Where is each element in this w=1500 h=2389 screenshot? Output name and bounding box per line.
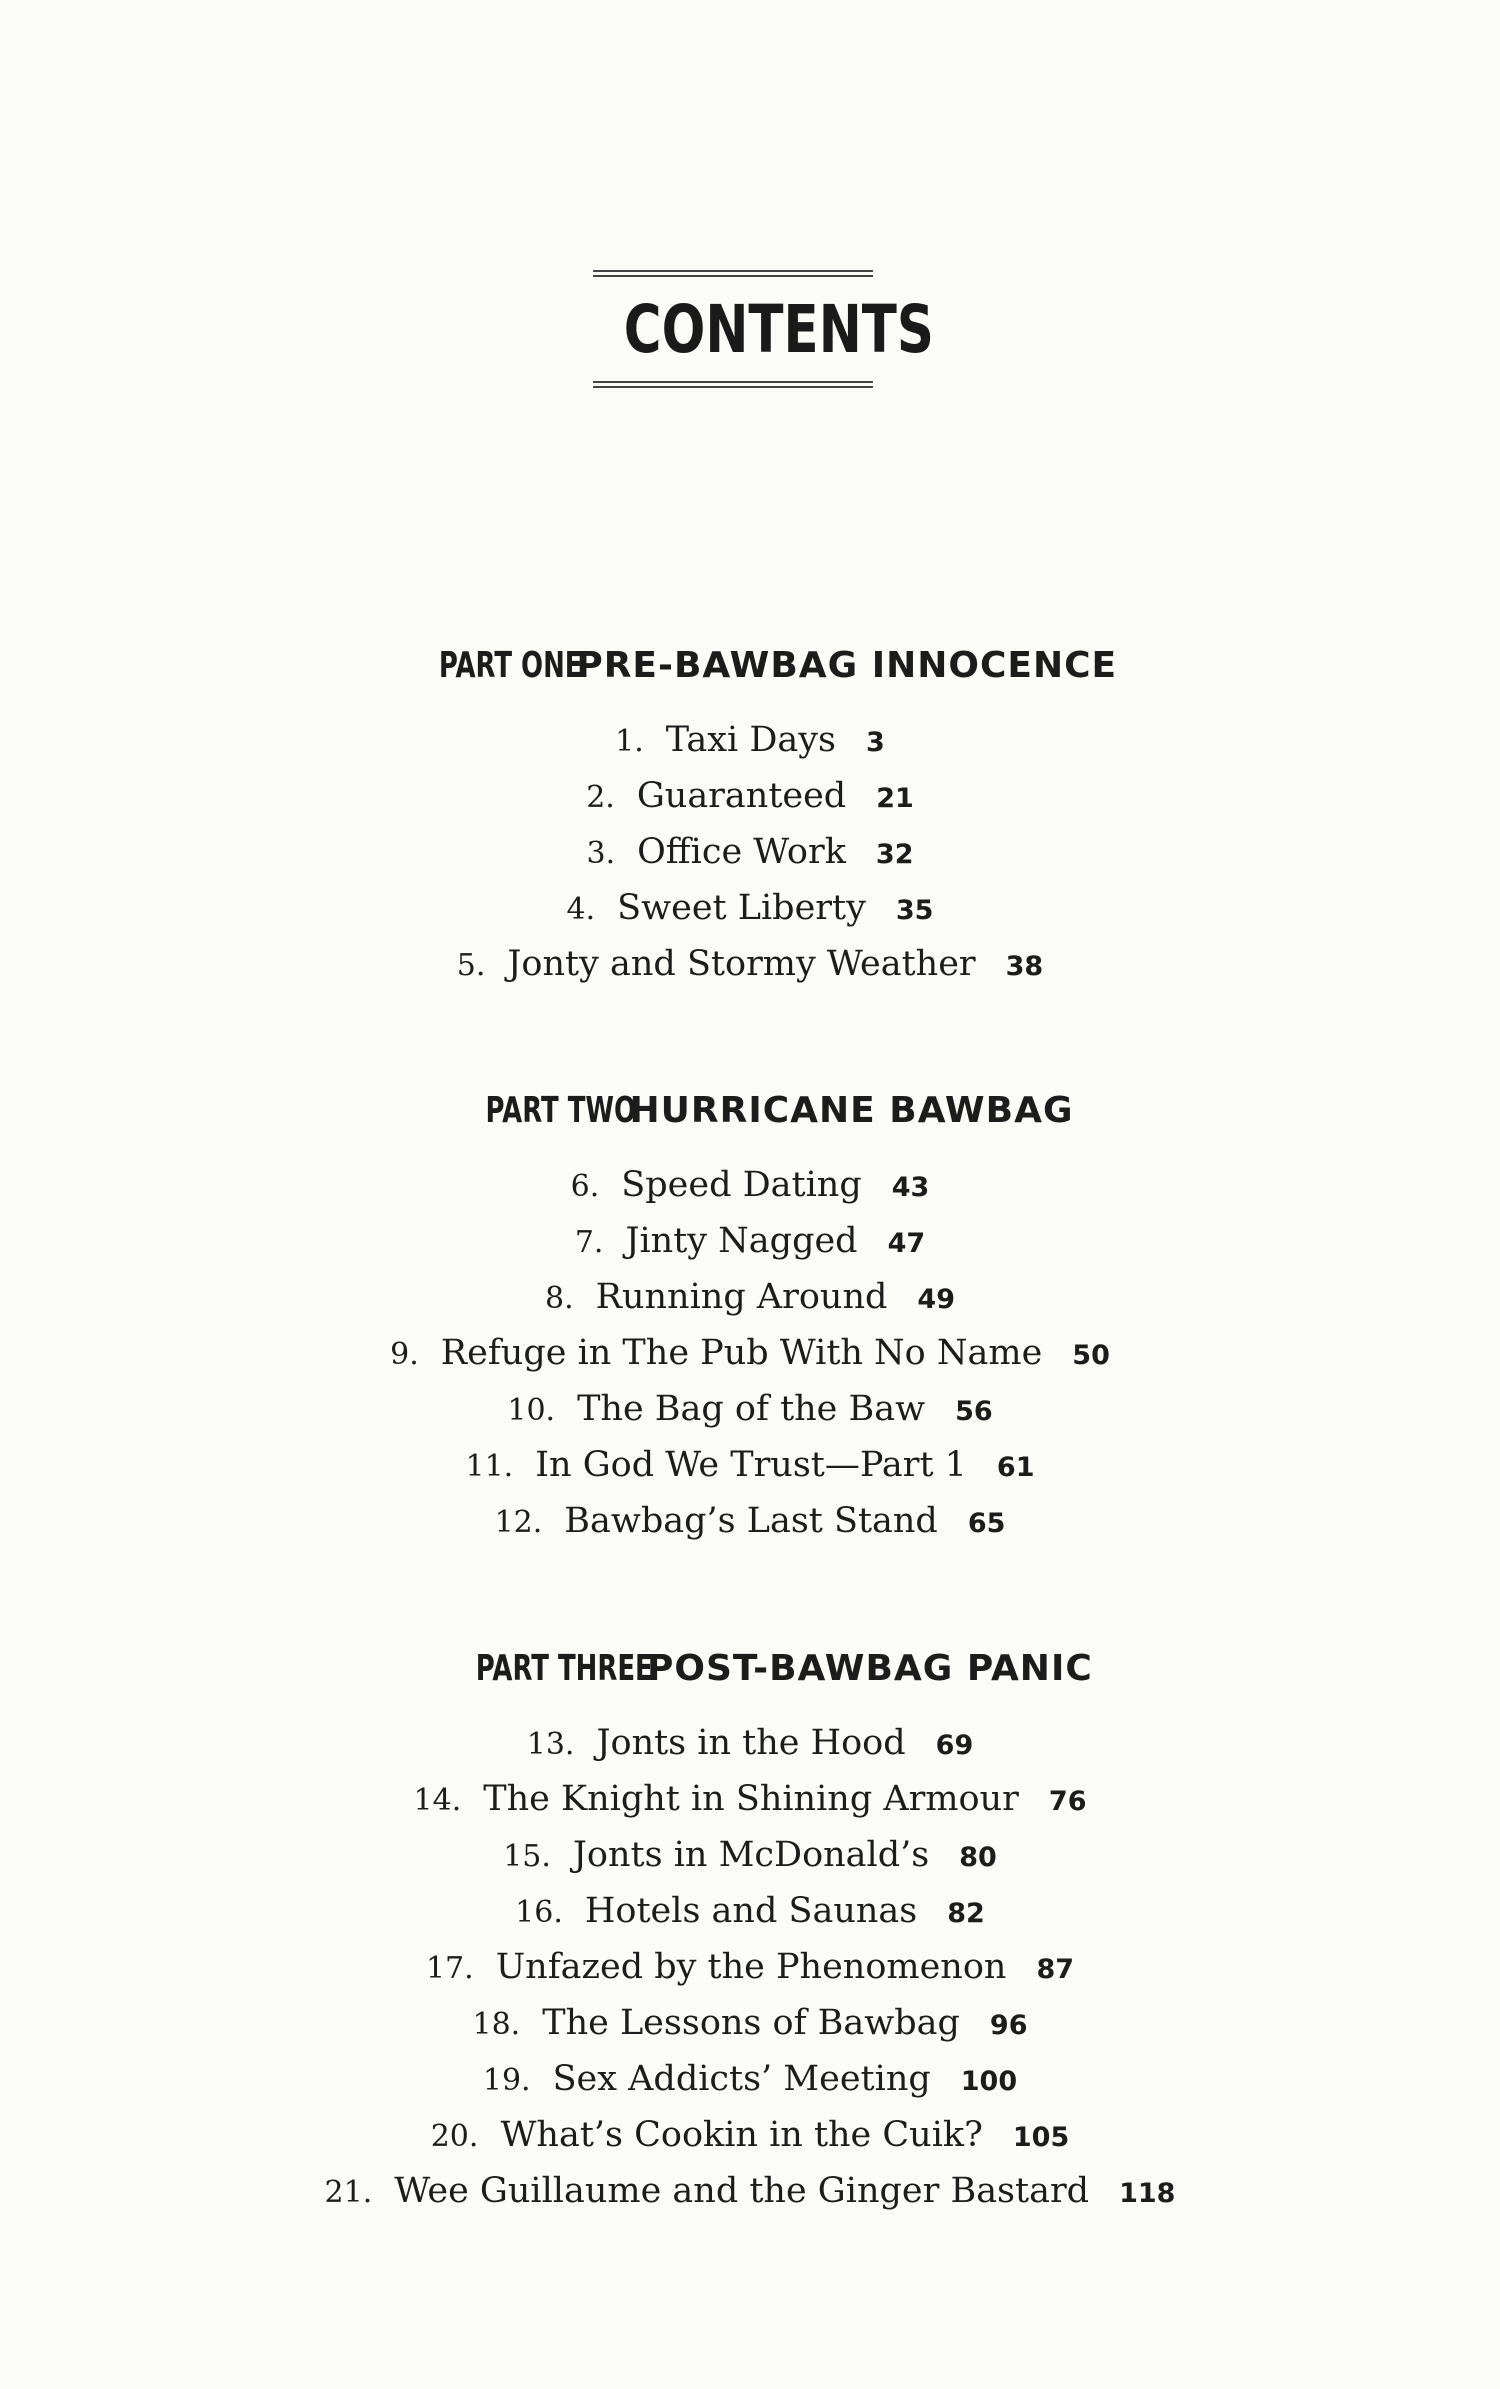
toc-entry <box>0 1269 1500 1325</box>
chapter-number: 10. <box>507 1393 556 1428</box>
chapter-title: Running Around <box>595 1277 888 1317</box>
toc-entry <box>0 2107 1500 2163</box>
toc-entry <box>0 1883 1500 1939</box>
chapter-title: The Lessons of Bawbag <box>542 2003 960 2043</box>
chapter-number: 9. <box>390 1337 419 1372</box>
page-number: 38 <box>1005 951 1044 982</box>
contents-heading-block <box>593 270 934 388</box>
chapter-number: 13. <box>526 1727 575 1762</box>
chapter-number: 21. <box>324 2175 373 2210</box>
toc-entry <box>0 1437 1500 1493</box>
page-number: 43 <box>891 1172 930 1203</box>
page-number: 69 <box>935 1730 974 1761</box>
chapter-title: The Bag of the Baw <box>577 1389 926 1429</box>
page-number: 56 <box>955 1396 993 1427</box>
chapter-title: What’s Cookin in the Cuik? <box>500 2115 983 2155</box>
chapter-number: 17. <box>425 1951 474 1986</box>
toc-entry <box>0 1381 1500 1437</box>
page-number: 32 <box>875 839 914 870</box>
toc-entry <box>0 1771 1500 1827</box>
page-number: 87 <box>1036 1954 1075 1985</box>
chapter-title: Jonts in McDonald’s <box>572 1835 930 1875</box>
toc-entry <box>0 1213 1500 1269</box>
chapter-number: 20. <box>430 2119 479 2154</box>
chapter-title: Refuge in The Pub With No Name <box>440 1333 1043 1373</box>
page-number: 47 <box>887 1228 926 1259</box>
chapter-title: Speed Dating <box>621 1165 862 1205</box>
chapter-number: 19. <box>482 2063 531 2098</box>
chapter-title: In God We Trust—Part 1 <box>535 1445 967 1485</box>
page-number: 82 <box>947 1898 985 1929</box>
part-label: PART ONE <box>438 645 583 686</box>
toc-entry <box>0 1939 1500 1995</box>
toc-entry <box>0 1995 1500 2051</box>
chapter-number: 8. <box>544 1281 574 1316</box>
page-number: 61 <box>996 1452 1035 1483</box>
chapter-number: 12. <box>494 1505 543 1540</box>
part-heading <box>0 1090 1500 1131</box>
chapter-title: The Knight in Shining Armour <box>483 1779 1019 1819</box>
page-number: 76 <box>1048 1786 1087 1817</box>
toc-entry <box>0 936 1500 992</box>
chapter-title: Guaranteed <box>636 776 847 816</box>
chapter-number: 4. <box>566 892 596 927</box>
chapter-number: 1. <box>615 724 644 759</box>
part-title: HURRICANE BAWBAG <box>629 1090 1074 1131</box>
part-title: POST-BAWBAG PANIC <box>646 1648 1093 1689</box>
chapter-number: 16. <box>515 1895 563 1930</box>
chapter-number: 2. <box>586 780 615 815</box>
top-double-rule <box>593 270 873 277</box>
toc-entry <box>0 2051 1500 2107</box>
chapter-title: Unfazed by the Phenomenon <box>495 1947 1007 1987</box>
toc-entry <box>0 712 1500 768</box>
page-number: 35 <box>895 895 934 926</box>
page-title: CONTENTS <box>623 291 934 368</box>
toc-entry <box>0 768 1500 824</box>
page-number: 118 <box>1119 2178 1176 2209</box>
page-number: 105 <box>1012 2122 1070 2153</box>
chapter-title: Taxi Days <box>665 720 837 760</box>
chapter-title: Office Work <box>637 832 846 872</box>
page-number: 96 <box>989 2010 1028 2041</box>
chapter-title: Sex Addicts’ Meeting <box>552 2059 931 2099</box>
chapter-number: 14. <box>413 1783 462 1818</box>
page-number: 80 <box>959 1842 997 1873</box>
chapter-title: Jonty and Stormy Weather <box>507 944 976 984</box>
part-label: PART THREE <box>476 1648 653 1689</box>
part-one-section <box>0 645 1500 992</box>
toc-entry <box>0 1493 1500 1549</box>
toc-entry <box>0 1827 1500 1883</box>
page-number: 100 <box>960 2066 1018 2097</box>
toc-entry <box>0 824 1500 880</box>
part-two-section <box>0 1090 1500 1549</box>
bottom-double-rule <box>593 381 873 388</box>
chapter-title: Jinty Nagged <box>625 1221 858 1261</box>
chapter-number: 11. <box>465 1449 514 1484</box>
page-number: 65 <box>967 1508 1006 1539</box>
chapter-number: 5. <box>456 948 486 983</box>
part-heading <box>0 1648 1500 1689</box>
toc-entry <box>0 2163 1500 2219</box>
page-number: 21 <box>876 783 914 814</box>
chapter-title: Hotels and Saunas <box>584 1891 918 1931</box>
page-number: 3 <box>866 727 885 758</box>
toc-entry <box>0 880 1500 936</box>
page-number: 49 <box>917 1284 955 1315</box>
chapter-title: Sweet Liberty <box>617 888 866 928</box>
toc-entry <box>0 1715 1500 1771</box>
chapter-number: 18. <box>472 2007 521 2042</box>
chapter-number: 7. <box>574 1225 604 1260</box>
part-title: PRE-BAWBAG INNOCENCE <box>576 645 1118 686</box>
toc-entry <box>0 1325 1500 1381</box>
part-three-section <box>0 1648 1500 2219</box>
chapter-number: 6. <box>570 1169 600 1204</box>
chapter-number: 15. <box>503 1839 551 1874</box>
page-number: 50 <box>1072 1340 1110 1371</box>
chapter-number: 3. <box>586 836 616 871</box>
toc-entry <box>0 1157 1500 1213</box>
chapter-title: Bawbag’s Last Stand <box>564 1501 938 1541</box>
part-heading <box>0 645 1500 686</box>
chapter-title: Wee Guillaume and the Ginger Bastard <box>394 2171 1090 2211</box>
chapter-title: Jonts in the Hood <box>596 1723 906 1763</box>
part-label: PART TWO <box>485 1090 636 1131</box>
